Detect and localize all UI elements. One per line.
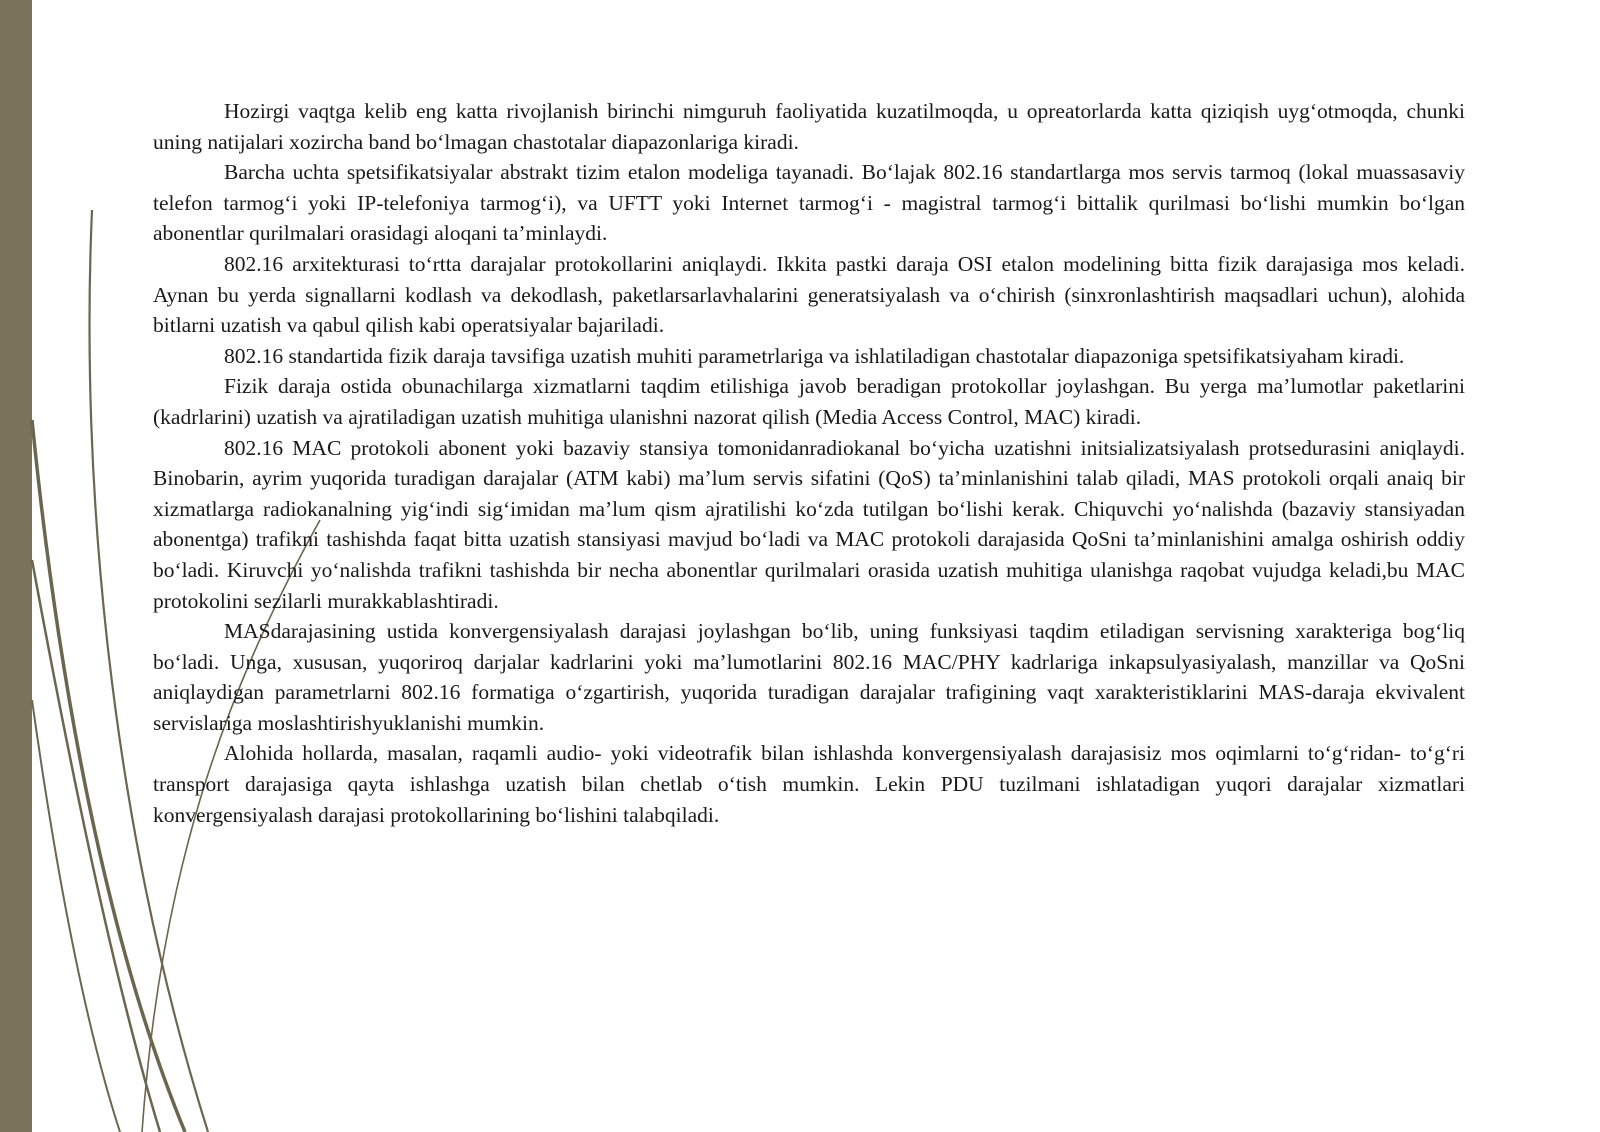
- paragraph-4: 802.16 standartida fizik daraja tavsifiga uzatish muhiti parametrlariga va ishlatiladigan chastotalar diapazoniga spetsifikatsiyaham kiradi.: [224, 343, 1405, 368]
- paragraph-2: Barcha uchta spetsifikatsiyalar abstrakt tizim etalon modeliga tayanadi. Bo‘lajak 802.16 standartlarga mos servis tarmoq (lokal muassasaviy telefon tarmog‘i yoki IP-telefoniya tarmog‘i), va UFTT yoki Internet tarmog‘i - magistral tarmog‘i bittalik qurilmasi bo‘lishi mumkin bo‘lgan abonentlar qurilmalari orasidagi aloqani ta’minlaydi.: [153, 160, 1465, 246]
- paragraph-6: 802.16 MAC protokoli abonent yoki bazaviy stansiya tomonidanradiokanal bo‘yicha uzatishni initsializatsiyalash protsedurasini aniqlaydi. Binobarin, ayrim yuqorida turadigan darajalar (ATM kabi) ma’lum servis sifatini (QoS) ta’minlanishini talab qiladi, MAS protokoli orqali anaiq bir xizmatlarga radiokanalning yig‘indi sig‘imidan ma’lum qism ajratilishi ko‘zda tutilgan bo‘lishi kerak. Chiquvchi yo‘nalishda (bazaviy stansiyadan abonentga) trafikni tashishda faqat bitta uzatish stansiyasi mavjud bo‘ladi va MAC protokoli darajasida QoSni ta’minlanishini amalga oshirish oddiy bo‘ladi. Kiruvchi yo‘nalishda trafikni tashishda bir necha abonentlar qurilmalari orasida uzatish muhitiga ulanishga raqobat vujudga keladi,bu MAC protokolini sezilarli murakkablashtiradi.: [153, 435, 1465, 613]
- curve-5: [32, 700, 120, 1132]
- paragraph-1: Hozirgi vaqtga kelib eng katta rivojlanish birinchi nimguruh faoliyatida kuzatilmoqda, u opreatorlarda katta qiziqish uyg‘otmoqda, chunki uning natijalari xozircha band bo‘lmagan chastotalar diapazonlariga kiradi.: [153, 99, 1465, 154]
- paragraph-7: MASdarajasining ustida konvergensiyalash darajasi joylashgan bo‘lib, uning funksiyasi taqdim etiladigan servisning xarakteriga bog‘liq bo‘ladi. Unga, xususan, yuqoriroq darjalar kadrlarini yoki ma’lumotlarini 802.16 MAC/PHY kadrlariga inkapsulyasiyalash, manzillar va QoSni aniqlaydigan parametrlarni 802.16 formatiga o‘zgartirish, yuqorida turadigan darajalar trafigining vaqt xarakteristiklarini MAS-daraja ekvivalent servislariga moslashtirishyuklanishi mumkin.: [153, 619, 1465, 735]
- left-accent-bar: [0, 0, 32, 1132]
- paragraph-3: 802.16 arxitekturasi to‘rtta darajalar protokollarini aniqlaydi. Ikkita pastki daraja OSI etalon modelining bitta fizik darajasiga mos keladi. Aynan bu yerda signallarni kodlash va dekodlash, paketlarsarlavhalarini generatsiyalash va o‘chirish (sinxronlashtirish maqsadlari uchun), alohida bitlarni uzatish va qabul qilish kabi operatsiyalar bajariladi.: [153, 251, 1465, 338]
- curve-3: [32, 560, 160, 1132]
- paragraph-8: Alohida hollarda, masalan, raqamli audio- yoki videotrafik bilan ishlashda konvergensiyalash darajasisiz mos oqimlarni to‘g‘ridan- to‘g‘ri transport darajasiga qayta ishlashga uzatish bilan chetlab o‘tish mumkin. Lekin PDU tuzilmani ishlatadigan yuqori darajalar xizmatlari konvergensiyalash darajasi protokollarining bo‘lishini talabqiladi.: [153, 741, 1465, 827]
- document-text: [153, 96, 1465, 830]
- paragraph-5: Fizik daraja ostida obunachilarga xizmatlarni taqdim etilishiga javob beradigan protokollar joylashgan. Bu yerga ma’lumotlar paketlarini (kadrlarini) uzatish va ajratiladigan uzatish muhitiga ulanishni nazorat qilish (Media Access Control, MAC) kiradi.: [153, 374, 1465, 429]
